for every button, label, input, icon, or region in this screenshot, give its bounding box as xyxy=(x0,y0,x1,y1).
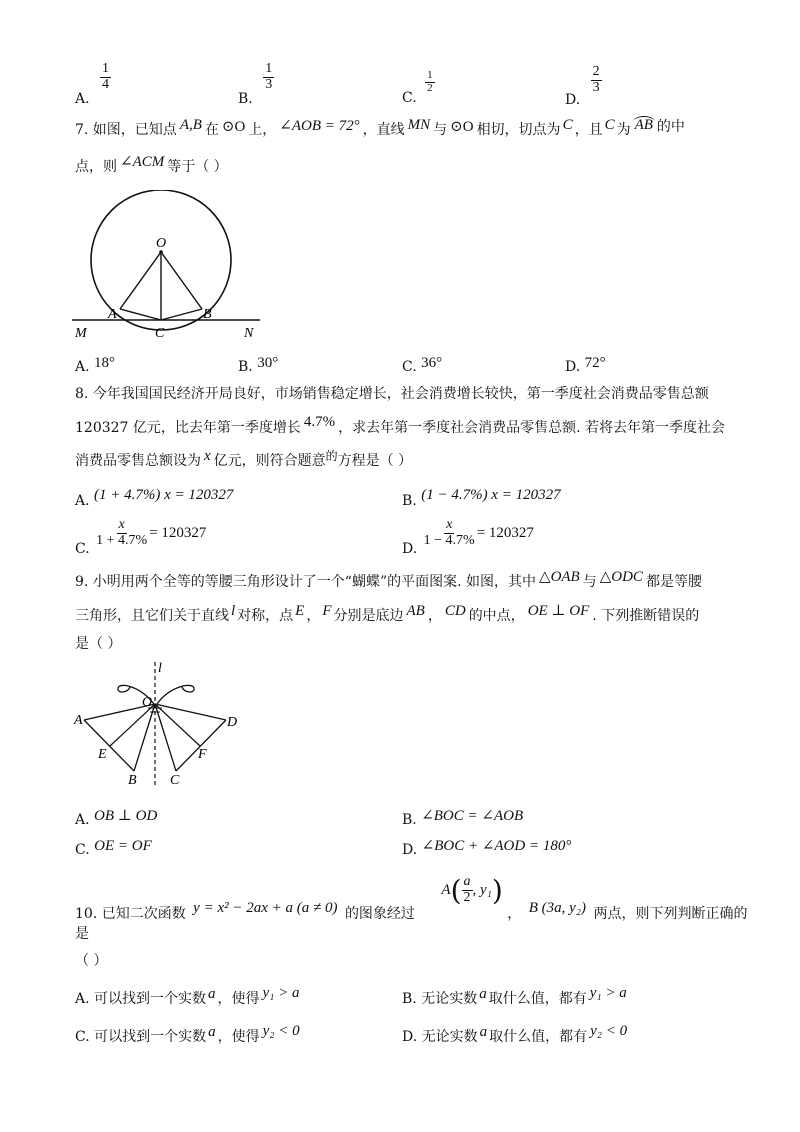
point-a: A ( $\frac{a}{2}$ , y₁ ) xyxy=(441,874,503,907)
label-b: B xyxy=(203,307,212,322)
label-c: C xyxy=(170,773,180,788)
label-c: C xyxy=(155,326,165,341)
q7-figure xyxy=(70,190,270,345)
q7-option-a[interactable]: A. 18° xyxy=(75,355,116,375)
q9-stem-line3: 是（ ） xyxy=(75,636,122,652)
segment-od xyxy=(155,704,226,720)
label-m: M xyxy=(75,326,87,341)
fraction: $\frac{a}{2}$ xyxy=(463,874,471,905)
segment-cd xyxy=(176,720,226,771)
fraction: $\frac{x}{1 + 4.7\%}$ xyxy=(96,517,148,548)
q8-stem-line1: 8. 今年我国国民经济开局良好，市场销售稳定增长，社会消费增长较快，第一季度社会消费品零售总额 xyxy=(75,386,709,402)
segment-ab xyxy=(84,720,134,771)
right-antenna xyxy=(157,685,194,704)
q8-stem-line2: 120327 亿元，比去年第一季度增长 4.7% ，求去年第一季度社会消费品零售总额. 若将去年第一季度社会 xyxy=(75,414,726,436)
q10-stem-line1: 10. 已知二次函数 y = x² − 2ax + a (a ≠ 0) 的图象经过 A ( $\frac{a}{2}$ , y₁ ) ， B (3a, y₂) 两点，则下列判断正确的 xyxy=(75,874,748,922)
q9-stem-line1: 9. 小明用两个全等的等腰三角形设计了一个“蝴蝶”的平面图案. 如图，其中 △OAB 与 △ODC 都是等腰 xyxy=(75,569,702,590)
q10-option-a[interactable]: A. 可以找到一个实数 a ，使得 y₁ > a xyxy=(75,985,300,1007)
segment-bc xyxy=(161,309,202,320)
q8-option-d[interactable]: D. $\frac{x}{1 - 4.7\%}$ = 120327 xyxy=(402,517,534,558)
label-l: l xyxy=(158,661,162,676)
segment-oa xyxy=(120,252,161,309)
q9-option-d[interactable]: D. ∠BOC + ∠AOD = 180° xyxy=(402,838,572,858)
q7-option-c[interactable]: C. 36° xyxy=(402,355,443,375)
segment-ac xyxy=(120,309,161,320)
label-n: N xyxy=(244,326,254,341)
q6-option-d[interactable]: D. $\frac{2}{3}$ xyxy=(565,64,600,109)
q7-stem-line2: 点，则 ∠ACM 等于（ ） xyxy=(75,154,228,175)
q6-option-b[interactable]: B. $\frac{1}{3}$ xyxy=(238,61,273,108)
q6-option-c[interactable]: C. $\frac{1}{2}$ xyxy=(402,69,433,107)
label-b: B xyxy=(128,773,137,788)
label-d: D xyxy=(227,715,238,730)
fraction: $\frac{1}{2}$ xyxy=(427,69,433,94)
fraction: $\frac{x}{1 - 4.7\%}$ xyxy=(423,517,475,548)
q10-stem-line3: （ ） xyxy=(75,953,108,969)
q9-option-a[interactable]: A. OB ⊥ OD xyxy=(75,808,158,828)
fraction: $\frac{2}{3}$ xyxy=(592,64,600,95)
q8-option-c[interactable]: C. $\frac{x}{1 + 4.7\%}$ = 120327 xyxy=(75,517,207,558)
label-o: O xyxy=(142,695,153,710)
label-f: F xyxy=(198,747,207,762)
q10-stem-line2: 是 xyxy=(75,926,89,942)
segment-ob xyxy=(161,252,202,309)
label-e: E xyxy=(98,747,107,762)
q9-stem-line2: 三角形，且它们关于直线 l 对称，点 E ， F 分别是底边 AB ， CD 的中点， OE ⊥ OF . 下列推断错误的 xyxy=(75,603,700,624)
fraction: $\frac{1}{4}$ xyxy=(102,61,110,92)
label-a: A xyxy=(108,307,117,322)
q10-option-c[interactable]: C. 可以找到一个实数 a ，使得 y₂ < 0 xyxy=(75,1023,300,1045)
fraction: $\frac{1}{3}$ xyxy=(265,61,273,92)
q7-option-b[interactable]: B. 30° xyxy=(238,355,279,375)
q8-stem-line3: 消费品零售总额设为 x 亿元，则符合题意的方程是（ ） xyxy=(75,448,413,469)
q9-option-c[interactable]: C. OE = OF xyxy=(75,838,152,858)
q6-option-a[interactable]: A. $\frac{1}{4}$ xyxy=(75,61,110,108)
q9-figure xyxy=(70,660,250,790)
q9-option-b[interactable]: B. ∠BOC = ∠AOB xyxy=(402,808,524,828)
q7-stem-line1: 7. 如图，已知点 A,B 在 ⊙O 上， ∠AOB = 72° ，直线 MN 与 ⊙O 相切，切点为 C ，且 C 为 AB 的中 xyxy=(75,117,685,138)
label-o: O xyxy=(156,236,167,251)
q8-option-b[interactable]: B. (1 − 4.7%) x = 120327 xyxy=(402,487,561,509)
q7-option-d[interactable]: D. 72° xyxy=(565,355,606,375)
q8-option-a[interactable]: A. (1 + 4.7%) x = 120327 xyxy=(75,487,234,509)
q10-option-b[interactable]: B. 无论实数 a 取什么值，都有 y₁ > a xyxy=(402,985,627,1007)
q10-option-d[interactable]: D. 无论实数 a 取什么值，都有 y₂ < 0 xyxy=(402,1023,628,1045)
label-a: A xyxy=(74,713,83,728)
